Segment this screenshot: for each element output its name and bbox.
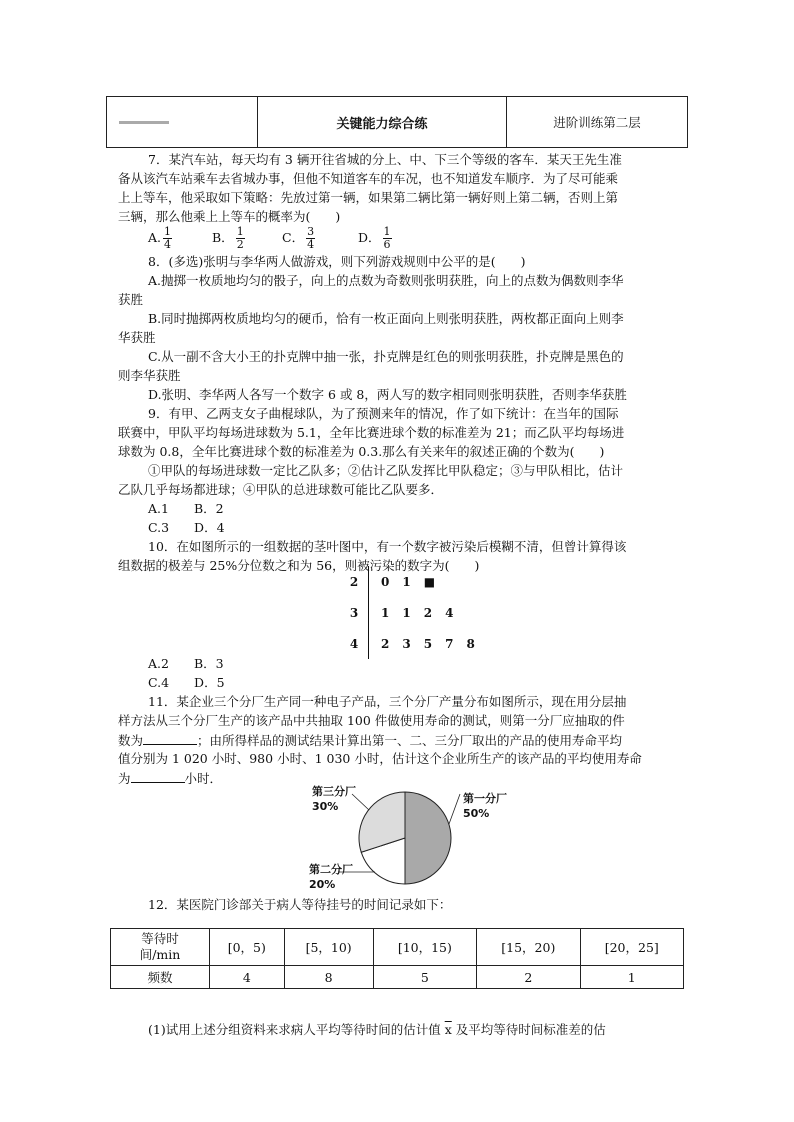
interval-cell: [10，15) [373, 929, 476, 966]
numerator: 1 [236, 225, 244, 238]
leaf: 8 [466, 636, 475, 651]
q12-sub1 [148, 1022, 606, 1038]
leaf: 2 [423, 605, 433, 620]
text: 为 [118, 771, 131, 786]
option-label: B． [212, 230, 234, 245]
q9-options-ab: A.1 B．2 [148, 501, 224, 516]
leaf: 3 [402, 636, 411, 651]
label-second-factory [309, 862, 353, 892]
interval-cell: [15，20) [477, 929, 580, 966]
q10-line-1: 10．在如图所示的一组数据的茎叶图中，有一个数字被污染后模糊不清，但曾计算得该 [148, 539, 627, 554]
q11-line-1: 11．某企业三个分厂生产同一种电子产品，三个分厂产量分布如图所示，现在用分层抽 [148, 694, 627, 709]
leaves [369, 628, 488, 659]
q9-line-3: 球数为 0.8，全年比赛进球个数的标准差为 0.3.那么有关来年的叙述正确的个数为( ) [118, 444, 605, 459]
q8-line-1: 8．(多选)张明与李华两人做游戏，则下列游戏规则中公平的是( ) [148, 254, 526, 269]
interval-cell: [0，5) [210, 929, 285, 966]
q9-line-1: 9．有甲、乙两支女子曲棍球队，为了预测来年的情况，作了如下统计：在当年的国际 [148, 406, 619, 421]
slice-label: 第二分厂 [309, 863, 353, 876]
count-cell: 4 [210, 966, 285, 989]
text: (1)试用上述分组资料来求病人平均等待时间的估计值 [148, 1022, 441, 1037]
q7-option-b [212, 226, 247, 251]
header-logo-cell [107, 97, 258, 147]
stem: 4 [340, 628, 369, 659]
q8-option-a-2: 获胜 [118, 292, 144, 307]
q11-line-4: 值分别为 1 020 小时、980 小时、1 030 小时，估计这个企业所生产的该产品的平均使用寿命 [118, 751, 642, 766]
option-label: D． [358, 230, 381, 245]
header-label: 间/min [139, 947, 181, 962]
q8-option-c-1: C.从一副不含大小王的扑克牌中抽一张，扑克牌是红色的则张明获胜，扑克牌是黑色的 [148, 349, 624, 364]
q7-line-4: 三辆，那么他乘上上等车的概率为( ) [118, 209, 341, 224]
q10-options-ab: A.2 B．3 [148, 656, 224, 671]
header-box [106, 96, 688, 148]
numerator: 1 [164, 225, 172, 238]
header-level: 进阶训练第二层 [553, 115, 641, 130]
stem: 2 [340, 566, 369, 597]
text: 及平均等待时间标准差的估 [455, 1022, 606, 1037]
slice-value: 30% [312, 800, 339, 813]
leaf: 1 [402, 605, 411, 620]
leaf: 0 [381, 574, 390, 589]
stem: 3 [340, 597, 369, 628]
q8-option-c-2: 则李华获胜 [118, 368, 181, 383]
slice-value: 50% [463, 807, 490, 820]
q9-line-2: 联赛中，甲队平均每场进球数为 5.1，全年比赛进球个数的标准差为 21；而乙队平均每场进 [118, 425, 625, 440]
stem-leaf-plot [340, 566, 488, 659]
label-third-factory [312, 784, 356, 814]
q7-option-a [148, 226, 174, 251]
answer-blank [131, 770, 185, 783]
leaves [369, 566, 488, 597]
slice-label: 第一分厂 [463, 792, 507, 805]
slice-value: 20% [309, 878, 336, 891]
option-label: C． [282, 230, 305, 245]
q8-option-b-2: 华获胜 [118, 330, 156, 345]
text: 数为 [118, 733, 144, 748]
q7-option-d [358, 226, 394, 251]
leaf: 2 [381, 636, 390, 651]
denominator: 4 [307, 238, 315, 251]
count-cell: 1 [580, 966, 683, 989]
q8-option-d: D.张明、李华两人各写一个数字 6 或 8，两人写的数字相同则张明获胜，否则李华获胜 [148, 387, 627, 402]
q8-option-a-1: A.抛掷一枚质地均匀的骰子，向上的点数为奇数则张明获胜，向上的点数为偶数则李华 [148, 273, 624, 288]
q7-option-c [282, 226, 317, 251]
denominator: 2 [236, 238, 244, 251]
numerator: 1 [383, 225, 391, 238]
q11-line-2: 样方法从三个分厂生产的该产品中共抽取 100 件做使用寿命的测试，则第一分厂应抽取的件 [118, 713, 625, 728]
logo-bar-icon [119, 121, 169, 124]
q11-line-5 [118, 770, 222, 787]
q12-line-1: 12．某医院门诊部关于病人等待挂号的时间记录如下： [148, 897, 452, 912]
numerator: 3 [307, 225, 315, 238]
stem-row [340, 628, 488, 659]
row-label: 频数 [111, 966, 210, 989]
text: ；由所得样品的测试结果计算出第一、二、三分厂取出的产品的使用寿命平均 [197, 733, 623, 748]
pie-slice-1 [405, 792, 451, 884]
text: 小时． [184, 771, 223, 786]
q10-line-2: 组数据的极差与 25%分位数之和为 56，则被污染的数字为( ) [118, 558, 480, 573]
stem-row [340, 597, 488, 628]
leader-line-1 [449, 794, 460, 824]
leaf: 4 [445, 605, 454, 620]
smudged-leaf: ■ [423, 574, 436, 589]
q11-line-3 [118, 732, 622, 749]
q9-line-5: 乙队几乎每场都进球；④甲队的总进球数可能比乙队要多． [118, 482, 444, 497]
stem-row [340, 566, 488, 597]
slice-label: 第三分厂 [312, 785, 356, 798]
leaves [369, 597, 488, 628]
table-row [111, 929, 684, 966]
q7-line-3: 上上等车，他采取如下策略：先放过第一辆，如果第二辆比第一辆好则上第二辆，否则上第 [118, 190, 619, 205]
q7-line-1: 7．某汽车站，每天均有 3 辆开往省城的分上、中、下三个等级的客车．某天王先生准 [148, 152, 622, 167]
answer-blank [143, 732, 197, 745]
leaf: 5 [423, 636, 433, 651]
frequency-table [110, 928, 684, 989]
interval-cell: [5，10) [284, 929, 373, 966]
q8-option-b-1: B.同时抛掷两枚质地均匀的硬币，恰有一枚正面向上则张明获胜，两枚都正面向上则李 [148, 311, 624, 326]
denominator: 4 [164, 238, 172, 251]
interval-cell: [20，25] [580, 929, 683, 966]
q9-options-cd: C.3 D．4 [148, 520, 225, 535]
header-title: 关键能力综合练 [258, 97, 507, 147]
header-cell [111, 929, 210, 966]
q7-line-2: 备从该汽车站乘车去省城办事，但他不知道客车的车况，也不知道发车顺序．为了尽可能乘 [118, 171, 619, 186]
count-cell: 2 [477, 966, 580, 989]
q9-line-4: ①甲队的每场进球数一定比乙队多；②估计乙队发挥比甲队稳定；③与甲队相比，估计 [148, 463, 624, 478]
denominator: 6 [383, 238, 391, 251]
q10-options-cd: C.4 D．5 [148, 675, 225, 690]
leaf: 7 [445, 636, 454, 651]
option-label: A. [148, 230, 162, 245]
leaf: 1 [402, 574, 411, 589]
table-row [111, 966, 684, 989]
x-bar-symbol: $\overline{x}$ [444, 1022, 452, 1037]
leaf: 1 [381, 605, 390, 620]
header-label: 等待时 [141, 931, 179, 946]
count-cell: 5 [373, 966, 476, 989]
label-first-factory [463, 791, 507, 821]
count-cell: 8 [284, 966, 373, 989]
